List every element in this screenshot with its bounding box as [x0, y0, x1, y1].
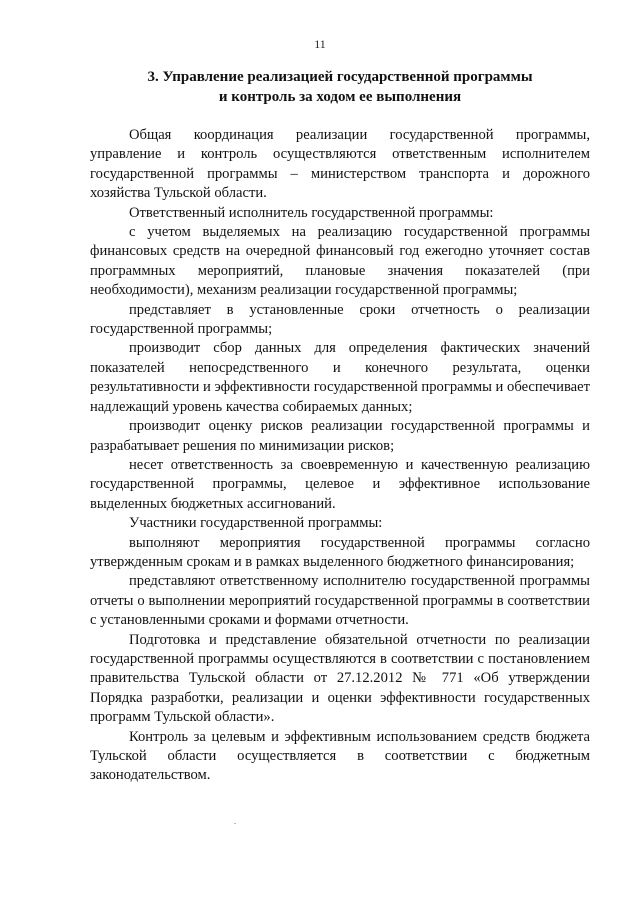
paragraph: представляет в установленные сроки отчетность о реализации государственной программы; — [90, 301, 590, 338]
section-heading-line-1: 3. Управление реализацией государственной программы — [147, 69, 533, 85]
body-text — [90, 126, 590, 786]
scan-speck — [234, 823, 236, 824]
paragraph: производит оценку рисков реализации государственной программы и разрабатывает решения по минимизации рисков; — [90, 418, 590, 454]
page-number: 11 — [314, 37, 326, 51]
section-heading-line-2: и контроль за ходом ее выполнения — [218, 89, 462, 105]
paragraph: Общая координация реализации государственной программы, управление и контроль осуществляются ответственным исполнителем государственной программы – министерством транспорта и дорожного хозяйства Тульской области. — [90, 127, 590, 202]
paragraph: с учетом выделяемых на реализацию государственной программы финансовых средств на очередной финансовый год ежегодно уточняет состав программных мероприятий, плановые значения показателей (при необходимости), механизм реализации государственной программы; — [90, 224, 590, 299]
paragraph: Ответственный исполнитель государственной программы: — [129, 204, 494, 221]
paragraph: Контроль за целевым и эффективным использованием средств бюджета Тульской области осуществляется в соответствии с бюджетным законодательством. — [90, 728, 590, 784]
paragraph: выполняют мероприятия государственной программы согласно утвержденным срокам и в рамках выделенного бюджетного финансирования; — [90, 534, 590, 570]
paragraph: производит сбор данных для определения фактических значений показателей непосредственного и конечного результата, оценки результативности и эффективности государственной программы и обеспечивает надлежащий уровень качества собираемых данных; — [90, 340, 590, 415]
paragraph: Участники государственной программы: — [129, 515, 383, 532]
section-heading — [90, 67, 590, 107]
paragraph: представляют ответственному исполнителю государственной программы отчеты о выполнении мероприятий государственной программы в соответствии с установленными сроками и формами отчетности. — [90, 573, 590, 629]
paragraph: Подготовка и представление обязательной отчетности по реализации государственной программы осуществляются в соответствии с постановлением правительства Тульской области от 27.12.2012 № 771 «Об утверждении Порядка разработки, реализации и оценки эффективности государственных программ Тульской области». — [90, 631, 590, 726]
paragraph: несет ответственность за своевременную и качественную реализацию государственной программы, целевое и эффективное использование выделенных бюджетных ассигнований. — [90, 456, 590, 512]
